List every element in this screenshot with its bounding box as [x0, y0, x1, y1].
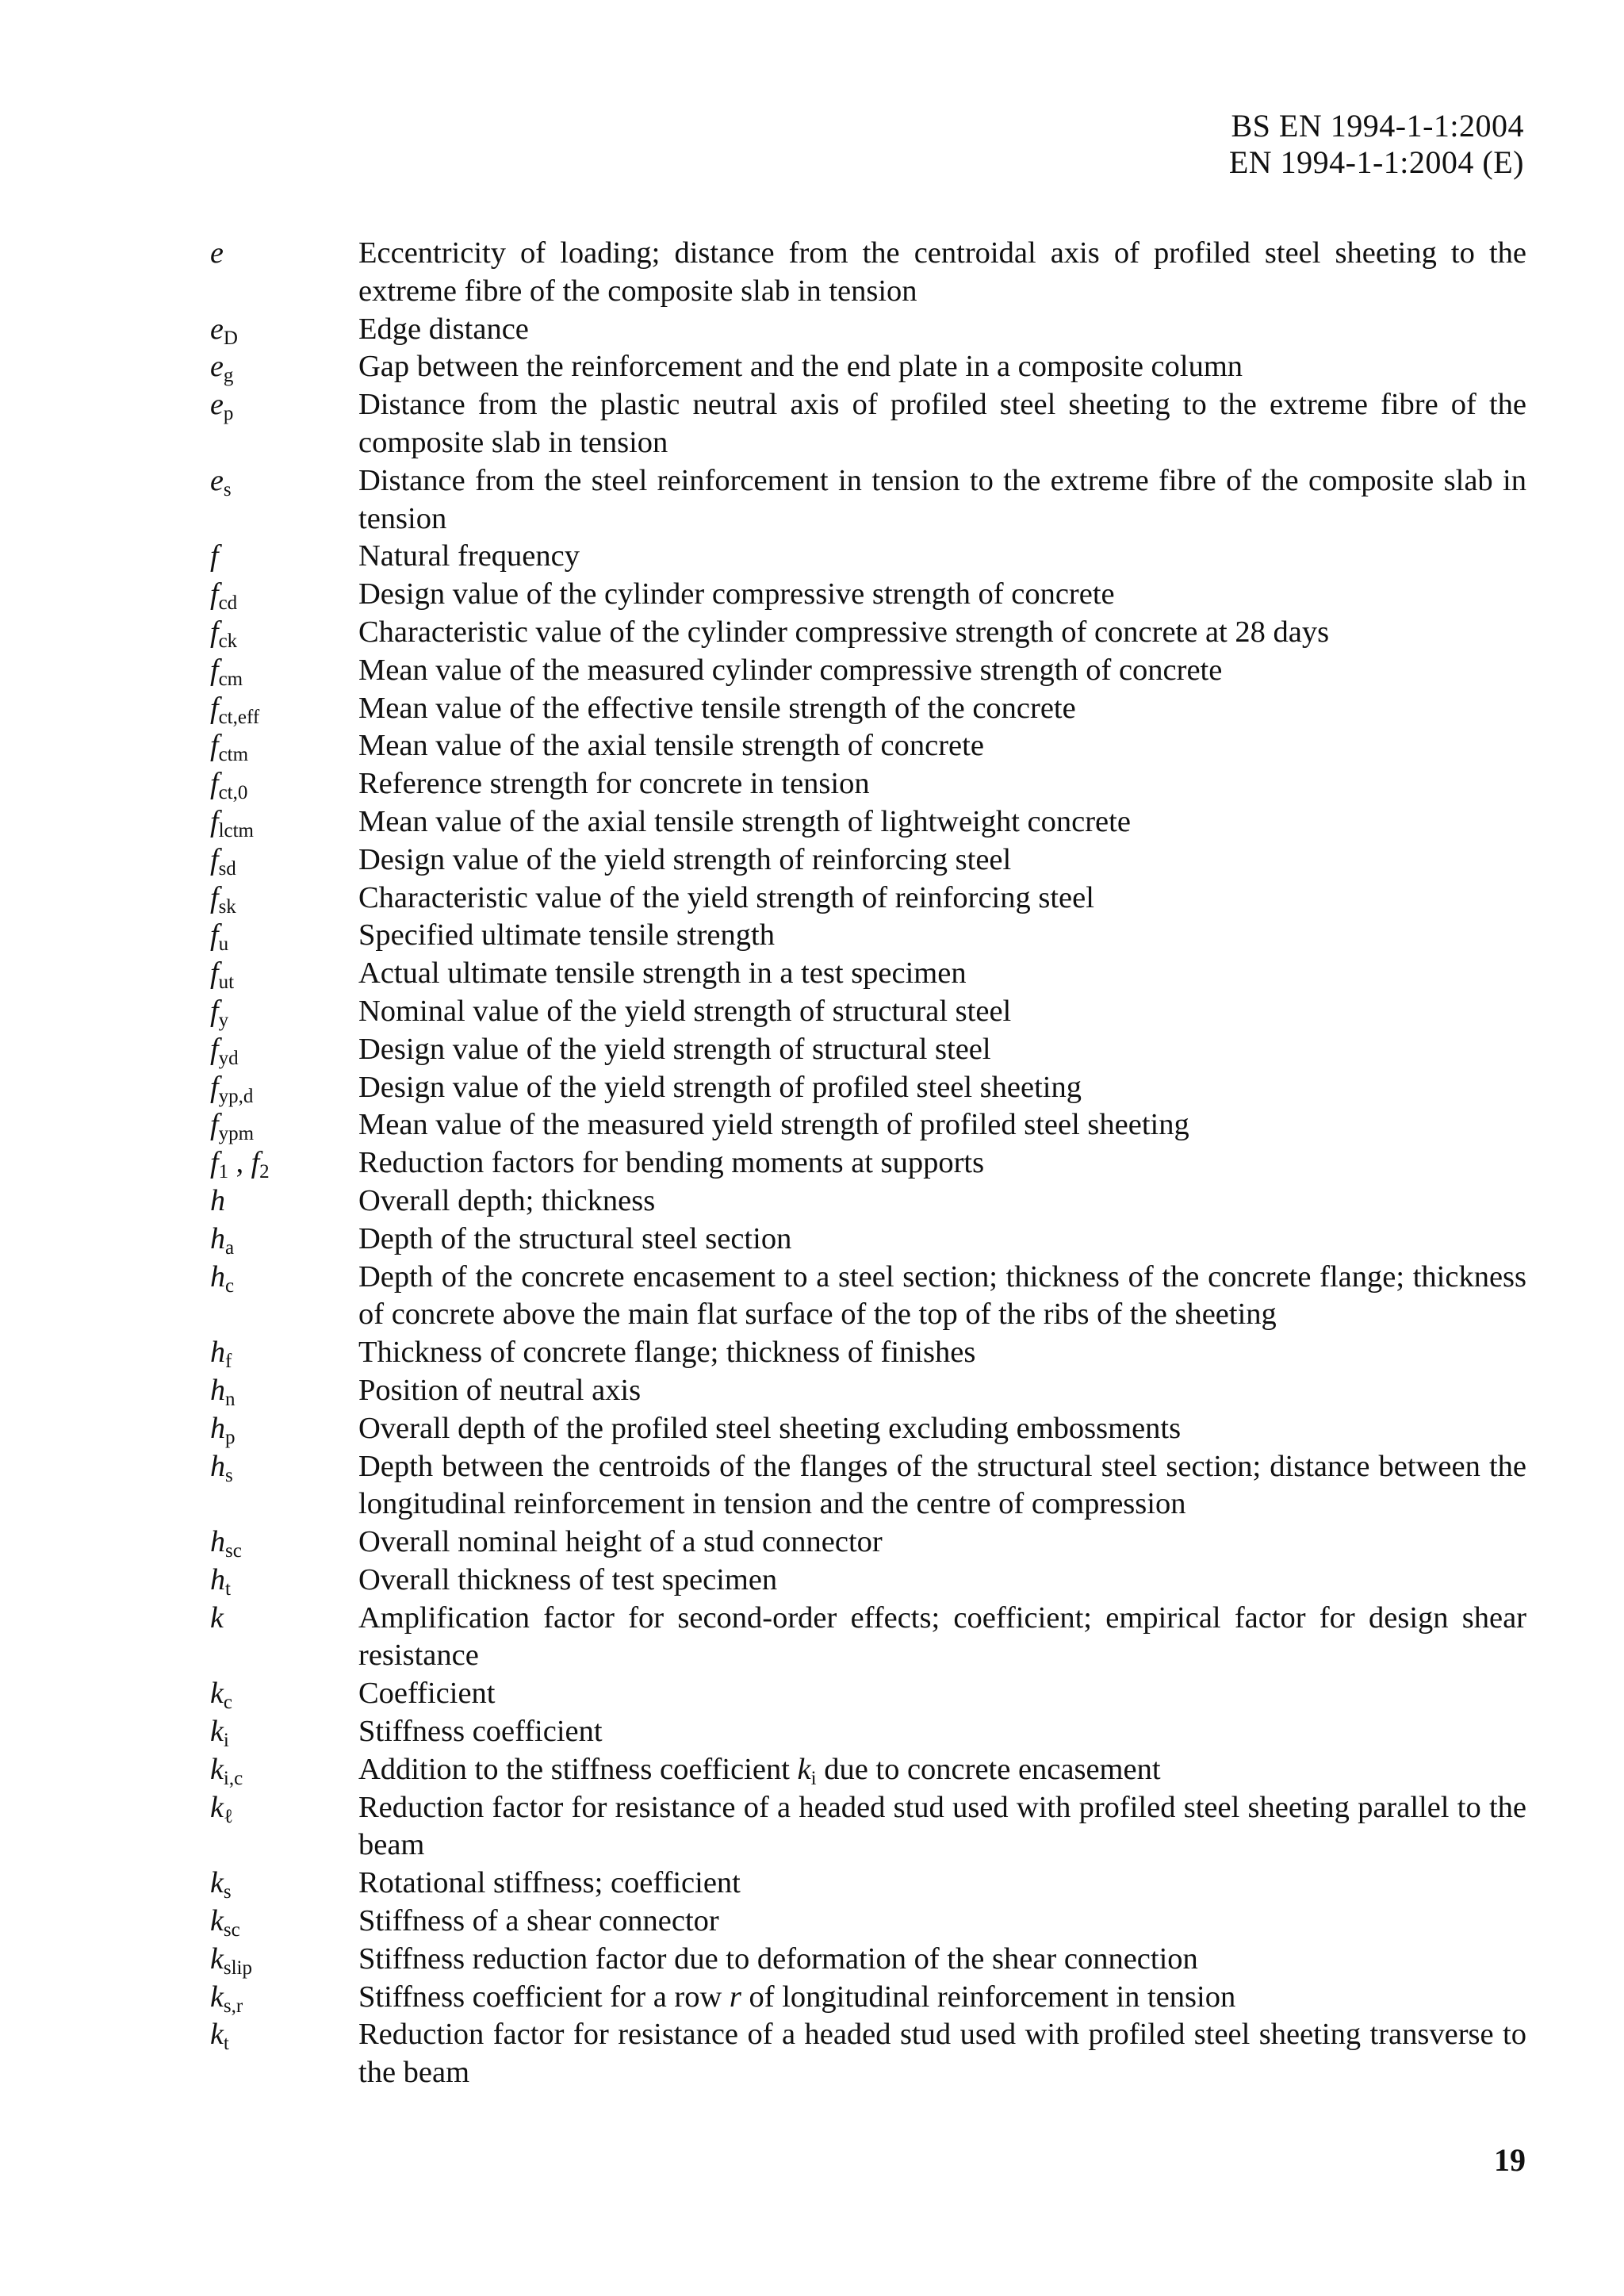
symbol-description [358, 1410, 1526, 1448]
symbol-row [210, 1941, 1526, 1979]
symbol-letter: f [210, 653, 219, 687]
symbol-subscript: s [223, 478, 232, 500]
description-text: Reduction factor for resistance of a headed stud used with profiled steel sheeting parallel to the beam [358, 1790, 1526, 1862]
symbol-letter: f [210, 918, 219, 953]
symbol-description [358, 803, 1526, 841]
symbol [210, 880, 358, 918]
symbol-subscript: yd [218, 1047, 239, 1069]
symbol [210, 1941, 358, 1979]
description-text: Specified ultimate tensile strength [358, 918, 775, 953]
symbol [210, 1221, 358, 1259]
symbol-row [210, 386, 1526, 462]
symbol-subscript: ypm [218, 1123, 255, 1145]
symbol [210, 1069, 358, 1107]
symbol-row [210, 348, 1526, 386]
symbol-description [358, 1789, 1526, 1865]
description-text: Reduction factor for resistance of a headed stud used with profiled steel sheeting transverse to the beam [358, 2018, 1526, 2090]
symbol-description [358, 386, 1526, 462]
symbol-description [358, 1259, 1526, 1335]
symbol-description [358, 614, 1526, 652]
symbol-subscript: slip [223, 1957, 252, 1979]
symbol-description [358, 652, 1526, 690]
symbol-row [210, 1675, 1526, 1713]
symbol-description [358, 2016, 1526, 2092]
symbol-row [210, 1448, 1526, 1524]
description-text: of longitudinal reinforcement in tension [741, 1980, 1236, 2014]
symbol-subscript: u [218, 933, 229, 956]
description-text: Stiffness coefficient for a row [358, 1980, 730, 2014]
symbol-subscript: t [223, 2033, 229, 2055]
standard-reference-bs: BS EN 1994-1-1:2004 [1231, 108, 1524, 144]
symbol-description [358, 576, 1526, 614]
symbol-row [210, 1069, 1526, 1107]
symbol-letter: f [210, 1108, 219, 1142]
description-text: Position of neutral axis [358, 1373, 642, 1407]
symbol-row [210, 1031, 1526, 1069]
symbol-row [210, 1334, 1526, 1372]
description-text: Characteristic value of the cylinder compressive strength of concrete at 28 days [358, 615, 1330, 649]
symbol-description [358, 348, 1526, 386]
symbol [210, 955, 358, 993]
symbol-letter: f [210, 994, 219, 1028]
symbol [210, 1979, 358, 2017]
symbol-row [210, 803, 1526, 841]
symbol-row [210, 841, 1526, 880]
symbol-letter: k [210, 1941, 224, 1976]
symbol-row [210, 1221, 1526, 1259]
symbol-description [358, 1334, 1526, 1372]
symbol [210, 765, 358, 803]
symbol-description [358, 538, 1526, 576]
symbol-letter: f [251, 1146, 260, 1180]
symbol-row [210, 652, 1526, 690]
description-text: Addition to the stiffness coefficient [358, 1752, 798, 1786]
symbol-letter: f [210, 804, 219, 838]
symbol-subscript: yp,d [218, 1085, 254, 1107]
symbol-subscript: i,c [223, 1767, 243, 1789]
symbol-row [210, 1372, 1526, 1410]
description-text: Depth of the concrete encasement to a steel section; thickness of the concrete flange; thickness of concrete above the main flat surface of the top of the ribs of the sheeting [358, 1259, 1526, 1332]
symbol-description [358, 1751, 1526, 1789]
symbol-letter: h [210, 1411, 225, 1445]
symbol-row [210, 1144, 1526, 1182]
symbol [210, 841, 358, 880]
symbol [210, 727, 358, 765]
symbol-subscript: i [223, 1730, 229, 1752]
symbol-letter: f [210, 615, 219, 649]
symbol-subscript: cd [218, 592, 238, 615]
symbol-description [358, 1713, 1526, 1751]
symbol [210, 652, 358, 690]
symbol-row [210, 1600, 1526, 1676]
symbol-description [358, 1941, 1526, 1979]
symbol [210, 1600, 358, 1638]
symbol-description [358, 1865, 1526, 1903]
symbol-description [358, 1221, 1526, 1259]
symbol-letter: h [210, 1259, 225, 1294]
description-text: Distance from the steel reinforcement in tension to the extreme fibre of the composite slab in tension [358, 463, 1526, 535]
description-text: Nominal value of the yield strength of structural steel [358, 994, 1012, 1028]
symbol-row [210, 1979, 1526, 2017]
symbol-letter: k [210, 1790, 224, 1824]
symbol [210, 1865, 358, 1903]
description-text: Distance from the plastic neutral axis of profiled steel sheeting to the extreme fibre of the composite slab in tension [358, 388, 1526, 459]
symbol-description [358, 1182, 1526, 1221]
symbol [210, 1372, 358, 1410]
symbol-row [210, 1865, 1526, 1903]
description-text: Eccentricity of loading; distance from the centroidal axis of profiled steel sheeting to the extreme fibre of the composite slab in tension [358, 236, 1526, 308]
symbol-subscript: lctm [218, 819, 254, 841]
symbol [210, 538, 358, 576]
symbol-description [358, 1106, 1526, 1144]
symbol-subscript: y [218, 1009, 229, 1031]
symbol: $f_1$ , $f_2$ [210, 1146, 270, 1183]
symbol [210, 386, 358, 424]
symbol-subscript: n [225, 1388, 236, 1410]
symbol [210, 614, 358, 652]
symbol [210, 1713, 358, 1751]
symbol-subscript: p [225, 1426, 236, 1448]
description-text: Design value of the yield strength of reinforcing steel [358, 842, 1012, 876]
description-text: Reference strength for concrete in tension [358, 767, 870, 801]
symbol-row [210, 880, 1526, 918]
symbol [210, 576, 358, 614]
symbol-description [358, 841, 1526, 880]
symbol-letter: h [210, 1183, 225, 1217]
symbol-row [210, 727, 1526, 765]
description-text: Mean value of the axial tensile strength of concrete [358, 729, 984, 763]
symbol-subscript: s,r [223, 1995, 243, 2017]
symbol [210, 1789, 358, 1827]
symbol-letter: k [210, 1715, 224, 1749]
description-text: Overall depth; thickness [358, 1183, 656, 1217]
symbol-letter: h [210, 1336, 225, 1370]
symbol-letter: f [210, 956, 219, 991]
symbol-description [358, 765, 1526, 803]
symbol-letter: f [210, 842, 219, 876]
symbol-letter: h [210, 1373, 225, 1407]
symbol-letter: f [210, 729, 219, 763]
symbol-row [210, 690, 1526, 728]
symbol-subscript: s [223, 1881, 232, 1903]
symbol-description [358, 880, 1526, 918]
symbol-subscript: t [225, 1577, 231, 1600]
description-text: Mean value of the measured cylinder compressive strength of concrete [358, 653, 1223, 687]
symbol-row [210, 1903, 1526, 1941]
symbol-row [210, 1524, 1526, 1562]
symbol-description [358, 1562, 1526, 1600]
symbol-row [210, 462, 1526, 539]
description-text: Actual ultimate tensile strength in a test specimen [358, 956, 967, 991]
symbol-letter: f [210, 691, 219, 725]
symbol-description [358, 727, 1526, 765]
symbol-row [210, 614, 1526, 652]
symbol-row [210, 1106, 1526, 1144]
symbol [210, 1524, 358, 1562]
description-text: Rotational stiffness; coefficient [358, 1866, 741, 1900]
symbol-letter: f [210, 1146, 219, 1180]
symbol-subscript: D [223, 327, 238, 349]
symbol-row [210, 765, 1526, 803]
symbol-subscript: ctm [218, 744, 249, 766]
symbol-row [210, 538, 1526, 576]
inline-symbol: k [797, 1752, 811, 1786]
description-text: Depth between the centroids of the flanges of the structural steel section; distance between the longitudinal reinforcement in tension and the centre of compression [358, 1449, 1526, 1521]
symbol-subscript: ℓ [223, 1805, 233, 1827]
description-text: Thickness of concrete flange; thickness of finishes [358, 1336, 976, 1370]
symbol-letter: e [210, 388, 224, 422]
symbol-row [210, 576, 1526, 614]
symbol [210, 1031, 358, 1069]
symbol [210, 1448, 358, 1486]
symbol-letter: k [210, 1904, 224, 1938]
description-text: Stiffness of a shear connector [358, 1904, 719, 1938]
description-text: Overall depth of the profiled steel sheeting excluding embossments [358, 1411, 1182, 1445]
symbol-letter: f [210, 539, 219, 573]
symbol-letter: h [210, 1562, 225, 1596]
symbol-description [358, 993, 1526, 1031]
symbol [210, 1410, 358, 1448]
symbol-subscript: sk [218, 895, 236, 918]
description-text: Overall nominal height of a stud connector [358, 1525, 883, 1559]
symbol-letter: f [210, 1032, 219, 1066]
description-text: due to concrete encasement [816, 1752, 1161, 1786]
symbol [210, 803, 358, 841]
symbol-letter: k [210, 1600, 224, 1635]
symbol-description [358, 1448, 1526, 1524]
symbol-description [358, 1144, 1526, 1182]
symbol-description [358, 1675, 1526, 1713]
symbol [210, 348, 358, 386]
symbol-description [358, 1524, 1526, 1562]
symbol-subscript: ct,eff [218, 706, 260, 728]
page-number: 19 [1494, 2142, 1526, 2178]
symbol-letter: k [210, 1866, 224, 1900]
inline-symbol-subscript: i [810, 1767, 817, 1789]
description-text: Design value of the cylinder compressive strength of concrete [358, 577, 1115, 611]
symbol-row [210, 917, 1526, 955]
symbol-letter: h [210, 1525, 225, 1559]
symbol-description [358, 955, 1526, 993]
description-text: Mean value of the effective tensile strength of the concrete [358, 691, 1076, 725]
description-text: Stiffness reduction factor due to deformation of the shear connection [358, 1941, 1198, 1976]
symbol [210, 462, 358, 500]
symbol-letter: k [210, 1677, 224, 1711]
symbol-letter: e [210, 350, 224, 384]
symbol-description [358, 690, 1526, 728]
symbol [210, 1259, 358, 1297]
symbol-letter: f [210, 767, 219, 801]
symbol-letter: f [210, 880, 219, 914]
symbol-subscript: c [225, 1274, 235, 1297]
symbol-description [358, 917, 1526, 955]
symbol-subscript: g [223, 365, 234, 387]
description-text: Coefficient [358, 1677, 496, 1711]
symbol-subscript: sc [223, 1919, 240, 1941]
description-text: Characteristic value of the yield strength of reinforcing steel [358, 880, 1094, 914]
symbol-row [210, 1713, 1526, 1751]
symbol-row [210, 311, 1526, 349]
symbol [210, 917, 358, 955]
symbol-row [210, 1182, 1526, 1221]
description-text: Edge distance [358, 312, 529, 346]
symbol-row [210, 1410, 1526, 1448]
document-header [1229, 108, 1524, 181]
symbol-description [358, 1600, 1526, 1676]
symbol [210, 1903, 358, 1941]
symbol-row [210, 1562, 1526, 1600]
symbol-letter: e [210, 312, 224, 346]
symbol-row [210, 993, 1526, 1031]
symbol-subscript: s [225, 1464, 233, 1486]
symbol-letter: e [210, 463, 224, 497]
symbol-description [358, 311, 1526, 349]
symbol-subscript: sd [218, 857, 236, 880]
symbol-row [210, 2016, 1526, 2092]
symbol-description [358, 1069, 1526, 1107]
symbol-subscript: a [225, 1236, 235, 1259]
description-text: Design value of the yield strength of structural steel [358, 1032, 991, 1066]
symbol [210, 1334, 358, 1372]
symbol [210, 2016, 358, 2054]
symbol-letter: f [210, 577, 219, 611]
symbol [210, 1106, 358, 1144]
symbol-subscript: cm [218, 668, 243, 690]
symbol-letter: f [210, 1070, 219, 1104]
description-text: Mean value of the axial tensile strength of lightweight concrete [358, 804, 1131, 838]
description-text: Amplification factor for second-order effects; coefficient; empirical factor for design shear resistance [358, 1600, 1526, 1673]
symbol-letter: k [210, 1752, 224, 1786]
symbol-row [210, 1789, 1526, 1865]
symbol-subscript: 2 [259, 1161, 270, 1183]
symbol-subscript: c [223, 1692, 232, 1714]
inline-symbol: r [729, 1980, 741, 2014]
symbol [210, 1751, 358, 1789]
symbol-description [358, 1979, 1526, 2017]
description-text: Overall thickness of test specimen [358, 1562, 778, 1596]
symbol-list [210, 235, 1526, 2092]
symbol-row [210, 1259, 1526, 1335]
symbol-letter: k [210, 1980, 224, 2014]
description-text: Design value of the yield strength of profiled steel sheeting [358, 1070, 1082, 1104]
description-text: Reduction factors for bending moments at supports [358, 1146, 985, 1180]
symbol-letter: h [210, 1221, 225, 1255]
symbol [210, 1562, 358, 1600]
symbol-subscript: ut [218, 972, 235, 994]
description-text: Depth of the structural steel section [358, 1221, 792, 1255]
symbol-subscript: sc [225, 1540, 242, 1562]
symbol [210, 993, 358, 1031]
symbol-letter: e [210, 236, 224, 270]
symbol-row [210, 1751, 1526, 1789]
description-text: Natural frequency [358, 539, 580, 573]
symbol-description [358, 235, 1526, 311]
symbol [210, 690, 358, 728]
symbol-row [210, 235, 1526, 311]
symbol [210, 311, 358, 349]
symbol-subscript: ck [218, 630, 238, 652]
symbol-subscript: f [225, 1351, 232, 1373]
symbol-subscript: p [223, 403, 234, 425]
symbol-description [358, 1031, 1526, 1069]
symbol-subscript: ct,0 [218, 782, 248, 804]
symbol-description [358, 462, 1526, 539]
symbol [210, 1675, 358, 1713]
description-text: Stiffness coefficient [358, 1715, 603, 1749]
symbol-letter: k [210, 2018, 224, 2052]
description-text: Gap between the reinforcement and the end plate in a composite column [358, 350, 1243, 384]
symbol-row [210, 955, 1526, 993]
symbol [210, 1182, 358, 1221]
symbol-description [358, 1372, 1526, 1410]
symbol [210, 235, 358, 273]
symbol-description [358, 1903, 1526, 1941]
symbol-letter: h [210, 1449, 225, 1483]
symbol-subscript: 1 [218, 1161, 229, 1183]
description-text: Mean value of the measured yield strength of profiled steel sheeting [358, 1108, 1189, 1142]
standard-reference-en: EN 1994-1-1:2004 (E) [1228, 144, 1524, 180]
